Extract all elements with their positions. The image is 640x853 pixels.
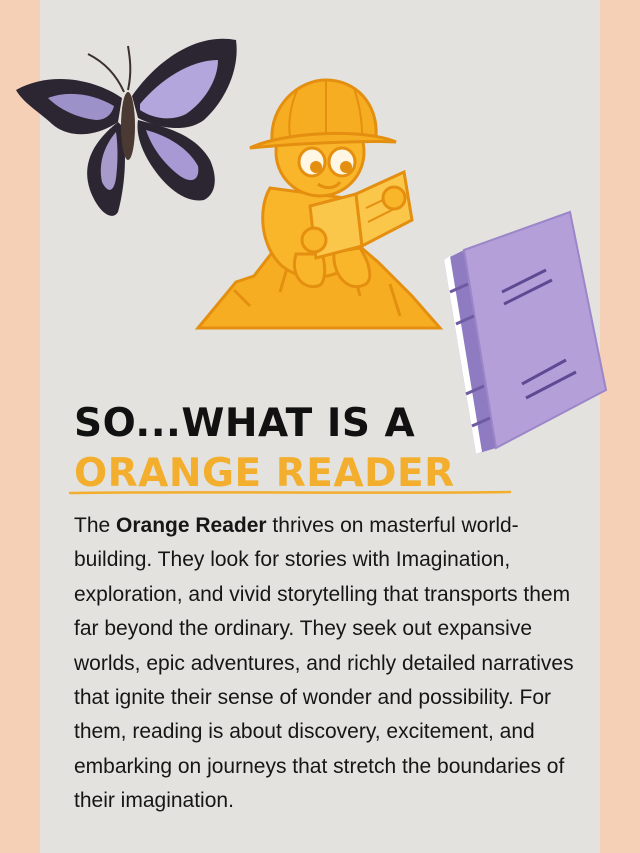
description-highlight: Orange Reader — [116, 514, 267, 537]
headline-line-1: SO...WHAT IS A — [74, 401, 416, 446]
headline-underline — [68, 490, 512, 495]
headline-line-2: ORANGE READER — [74, 451, 455, 496]
description-paragraph — [74, 509, 574, 819]
description-intro: The — [74, 514, 117, 537]
description-text: thrives on masterful world-building. They look for stories with Imagination, exploration, and vivid storytelling that transports them far beyond the ordinary. They seek out expansive worlds, epic adventures, and richly detailed narratives that ignite their sense of wonder and possibility. For them, reading is about discovery, excitement, and embarking on journeys that stretch the boundaries of their imagination. — [74, 514, 574, 813]
mascot-reading-illustration — [190, 70, 450, 335]
headline — [74, 398, 574, 498]
